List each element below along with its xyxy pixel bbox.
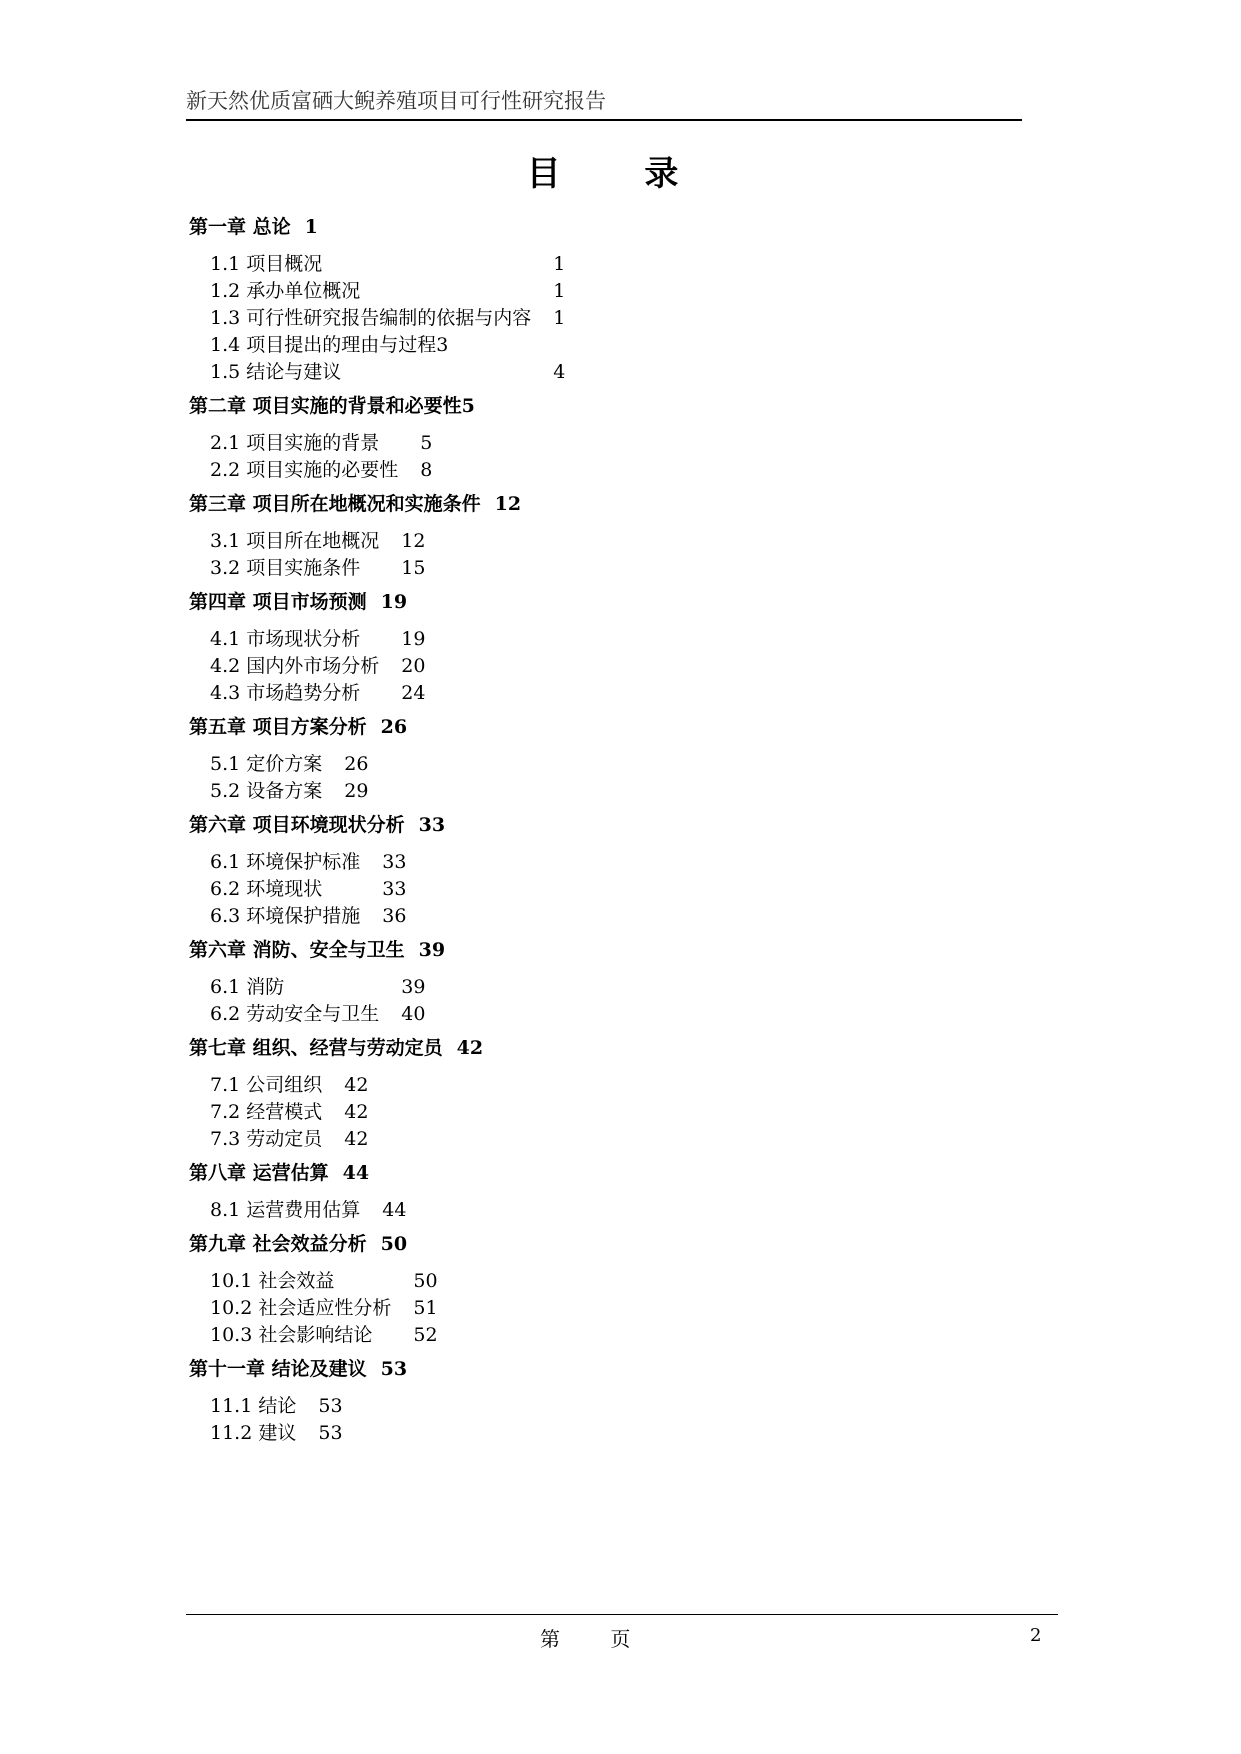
toc-item[interactable] (210, 1268, 969, 1295)
toc-chapter-page: 44 (342, 1162, 370, 1184)
toc-item[interactable] (210, 876, 969, 903)
toc-item-label: 8.1 运营费用估算 (210, 1199, 361, 1221)
toc-chapter-heading[interactable] (189, 810, 969, 840)
toc-item-page: 39 (401, 976, 426, 998)
toc-item-page: 51 (413, 1297, 438, 1319)
toc-chapter-page: 19 (380, 591, 408, 613)
toc-item[interactable] (210, 680, 969, 707)
toc-item-list (210, 974, 969, 1028)
toc-item-page: 44 (382, 1199, 407, 1221)
toc-chapter-heading[interactable] (189, 1229, 969, 1259)
toc-chapter (189, 935, 969, 1028)
toc-item[interactable] (210, 626, 969, 653)
toc-item-page: 42 (344, 1074, 369, 1096)
toc-item-page: 1 (553, 307, 566, 329)
toc-item[interactable] (210, 305, 969, 332)
toc-chapter (189, 587, 969, 707)
toc-item-list (210, 1072, 969, 1153)
toc-chapter-label: 第三章 项目所在地概况和实施条件 (189, 493, 481, 515)
toc-chapter-heading[interactable] (189, 489, 969, 519)
toc-item-label: 3.1 项目所在地概况 (210, 530, 380, 552)
toc-chapter-page: 1 (304, 216, 318, 238)
toc-item-label: 6.3 环境保护措施 (210, 905, 361, 927)
toc-item-page: 42 (344, 1128, 369, 1150)
toc-item-page: 53 (318, 1422, 343, 1444)
toc-chapter-label: 第九章 社会效益分析 (189, 1233, 367, 1255)
toc-item-label: 7.2 经营模式 (210, 1101, 323, 1123)
toc-chapter-page: 26 (380, 716, 408, 738)
toc-item-label: 2.2 项目实施的必要性 (210, 459, 399, 481)
toc-chapter-page: 42 (456, 1037, 484, 1059)
toc-item-label: 3.2 项目实施条件 (210, 557, 361, 579)
toc-item-label: 10.2 社会适应性分析 (210, 1297, 392, 1319)
toc-item-page: 33 (382, 878, 407, 900)
toc-chapter-label: 第八章 运营估算 (189, 1162, 329, 1184)
toc-item-label: 1.2 承办单位概况 (210, 280, 361, 302)
footer-page-label: 第 页 (540, 1627, 653, 1651)
toc-item[interactable] (210, 1420, 969, 1447)
toc-item-page: 36 (382, 905, 407, 927)
toc-chapter-label: 第七章 组织、经营与劳动定员 (189, 1037, 443, 1059)
toc-item-label: 5.2 设备方案 (210, 780, 323, 802)
toc-chapter (189, 810, 969, 930)
toc-item[interactable] (210, 974, 969, 1001)
toc-item-page: 24 (401, 682, 426, 704)
toc-item[interactable] (210, 778, 969, 805)
toc-item[interactable] (210, 1322, 969, 1349)
toc-item-page: 1 (553, 280, 566, 302)
toc-chapter-page: 12 (494, 493, 522, 515)
toc-item[interactable] (210, 1197, 969, 1224)
toc-item-list (210, 251, 969, 386)
toc-item-label: 11.1 结论 (210, 1395, 297, 1417)
toc-item-page: 42 (344, 1101, 369, 1123)
toc-chapter-heading[interactable] (189, 935, 969, 965)
toc-item[interactable] (210, 430, 969, 457)
toc-item-list (210, 751, 969, 805)
toc-item-label: 4.1 市场现状分析 (210, 628, 361, 650)
toc-chapter-label: 第十一章 结论及建议 (189, 1358, 367, 1380)
toc-item-label: 7.3 劳动定员 (210, 1128, 323, 1150)
toc-item-label: 6.2 劳动安全与卫生 (210, 1003, 380, 1025)
toc-item[interactable] (210, 1393, 969, 1420)
toc-item-page: 53 (318, 1395, 343, 1417)
running-header-title: 新天然优质富硒大鲵养殖项目可行性研究报告 (186, 89, 606, 113)
toc-item-page: 4 (553, 361, 566, 383)
toc-item[interactable] (210, 751, 969, 778)
toc-chapter-page: 50 (380, 1233, 408, 1255)
toc-item-page: 29 (344, 780, 369, 802)
toc-item[interactable] (210, 653, 969, 680)
toc-chapter (189, 212, 969, 386)
toc-item-page: 33 (382, 851, 407, 873)
toc-item[interactable] (210, 849, 969, 876)
toc-chapter (189, 391, 969, 484)
toc-item[interactable] (210, 1126, 969, 1153)
toc-chapter-heading[interactable] (189, 391, 969, 421)
toc-item-page: 15 (401, 557, 426, 579)
toc-chapter-page: 39 (418, 939, 446, 961)
toc-item-page: 12 (401, 530, 426, 552)
toc-item-list (210, 528, 969, 582)
toc-item-list (210, 1393, 969, 1447)
toc-chapter-heading[interactable] (189, 1033, 969, 1063)
toc-item[interactable] (210, 1072, 969, 1099)
toc-chapter (189, 489, 969, 582)
toc-item-list (210, 849, 969, 930)
toc-chapter-page: 33 (418, 814, 446, 836)
toc-chapter (189, 1229, 969, 1349)
toc-item[interactable] (210, 278, 969, 305)
toc-item-label: 1.3 可行性研究报告编制的依据与内容 (210, 307, 532, 329)
toc-chapter-label: 第六章 消防、安全与卫生 (189, 939, 405, 961)
toc-title: 目 录 (526, 154, 715, 194)
toc-chapter (189, 712, 969, 805)
toc-item[interactable] (210, 903, 969, 930)
toc-item-page: 5 (420, 432, 433, 454)
footer-page-number: 2 (1030, 1625, 1042, 1646)
toc-chapter-label: 第五章 项目方案分析 (189, 716, 367, 738)
toc-item-list (210, 1197, 969, 1224)
toc-item[interactable] (210, 457, 969, 484)
toc-chapter-heading[interactable] (189, 1354, 969, 1384)
toc-item-label: 10.1 社会效益 (210, 1270, 335, 1292)
toc-item[interactable] (210, 332, 969, 359)
toc-item-label: 1.4 项目提出的理由与过程3 (210, 334, 449, 356)
toc-item[interactable] (210, 251, 969, 278)
toc-item-label: 4.2 国内外市场分析 (210, 655, 380, 677)
footer-rule (186, 1614, 1058, 1615)
toc-item-page: 52 (413, 1324, 438, 1346)
toc-item-label: 10.3 社会影响结论 (210, 1324, 373, 1346)
toc-item-list (210, 430, 969, 484)
toc-item-label: 6.1 消防 (210, 976, 285, 998)
toc-item-page: 50 (413, 1270, 438, 1292)
toc-chapter-heading[interactable] (189, 1158, 969, 1188)
toc-chapter (189, 1158, 969, 1224)
toc-chapter (189, 1354, 969, 1447)
toc-item-label: 5.1 定价方案 (210, 753, 323, 775)
toc-item[interactable] (210, 555, 969, 582)
toc-item[interactable] (210, 1001, 969, 1028)
toc-item-label: 1.5 结论与建议 (210, 361, 342, 383)
toc-chapter-label: 第一章 总论 (189, 216, 291, 238)
toc-item-label: 4.3 市场趋势分析 (210, 682, 361, 704)
toc-item-label: 2.1 项目实施的背景 (210, 432, 380, 454)
toc-item-page: 40 (401, 1003, 426, 1025)
toc-item-page: 8 (420, 459, 433, 481)
toc-chapter-page: 53 (380, 1358, 408, 1380)
toc-chapter-label: 第六章 项目环境现状分析 (189, 814, 405, 836)
toc-item[interactable] (210, 1295, 969, 1322)
toc-item[interactable] (210, 528, 969, 555)
toc-item-page: 26 (344, 753, 369, 775)
toc-item-label: 6.2 环境现状 (210, 878, 323, 900)
toc-chapter-heading[interactable] (189, 712, 969, 742)
header-rule (186, 119, 1022, 121)
toc-item-label: 7.1 公司组织 (210, 1074, 323, 1096)
toc-item[interactable] (210, 1099, 969, 1126)
toc-chapter-heading[interactable] (189, 212, 969, 242)
toc-item-list (210, 626, 969, 707)
table-of-contents (189, 212, 969, 1452)
toc-item-label: 6.1 环境保护标准 (210, 851, 361, 873)
toc-item-list (210, 1268, 969, 1349)
toc-chapter (189, 1033, 969, 1153)
toc-chapter-label: 第二章 项目实施的背景和必要性5 (189, 395, 475, 417)
toc-item-label: 11.2 建议 (210, 1422, 297, 1444)
toc-chapter-label: 第四章 项目市场预测 (189, 591, 367, 613)
toc-chapter-heading[interactable] (189, 587, 969, 617)
toc-item-label: 1.1 项目概况 (210, 253, 323, 275)
toc-item[interactable] (210, 359, 969, 386)
toc-item-page: 20 (401, 655, 426, 677)
toc-item-page: 1 (553, 253, 566, 275)
toc-item-page: 19 (401, 628, 426, 650)
